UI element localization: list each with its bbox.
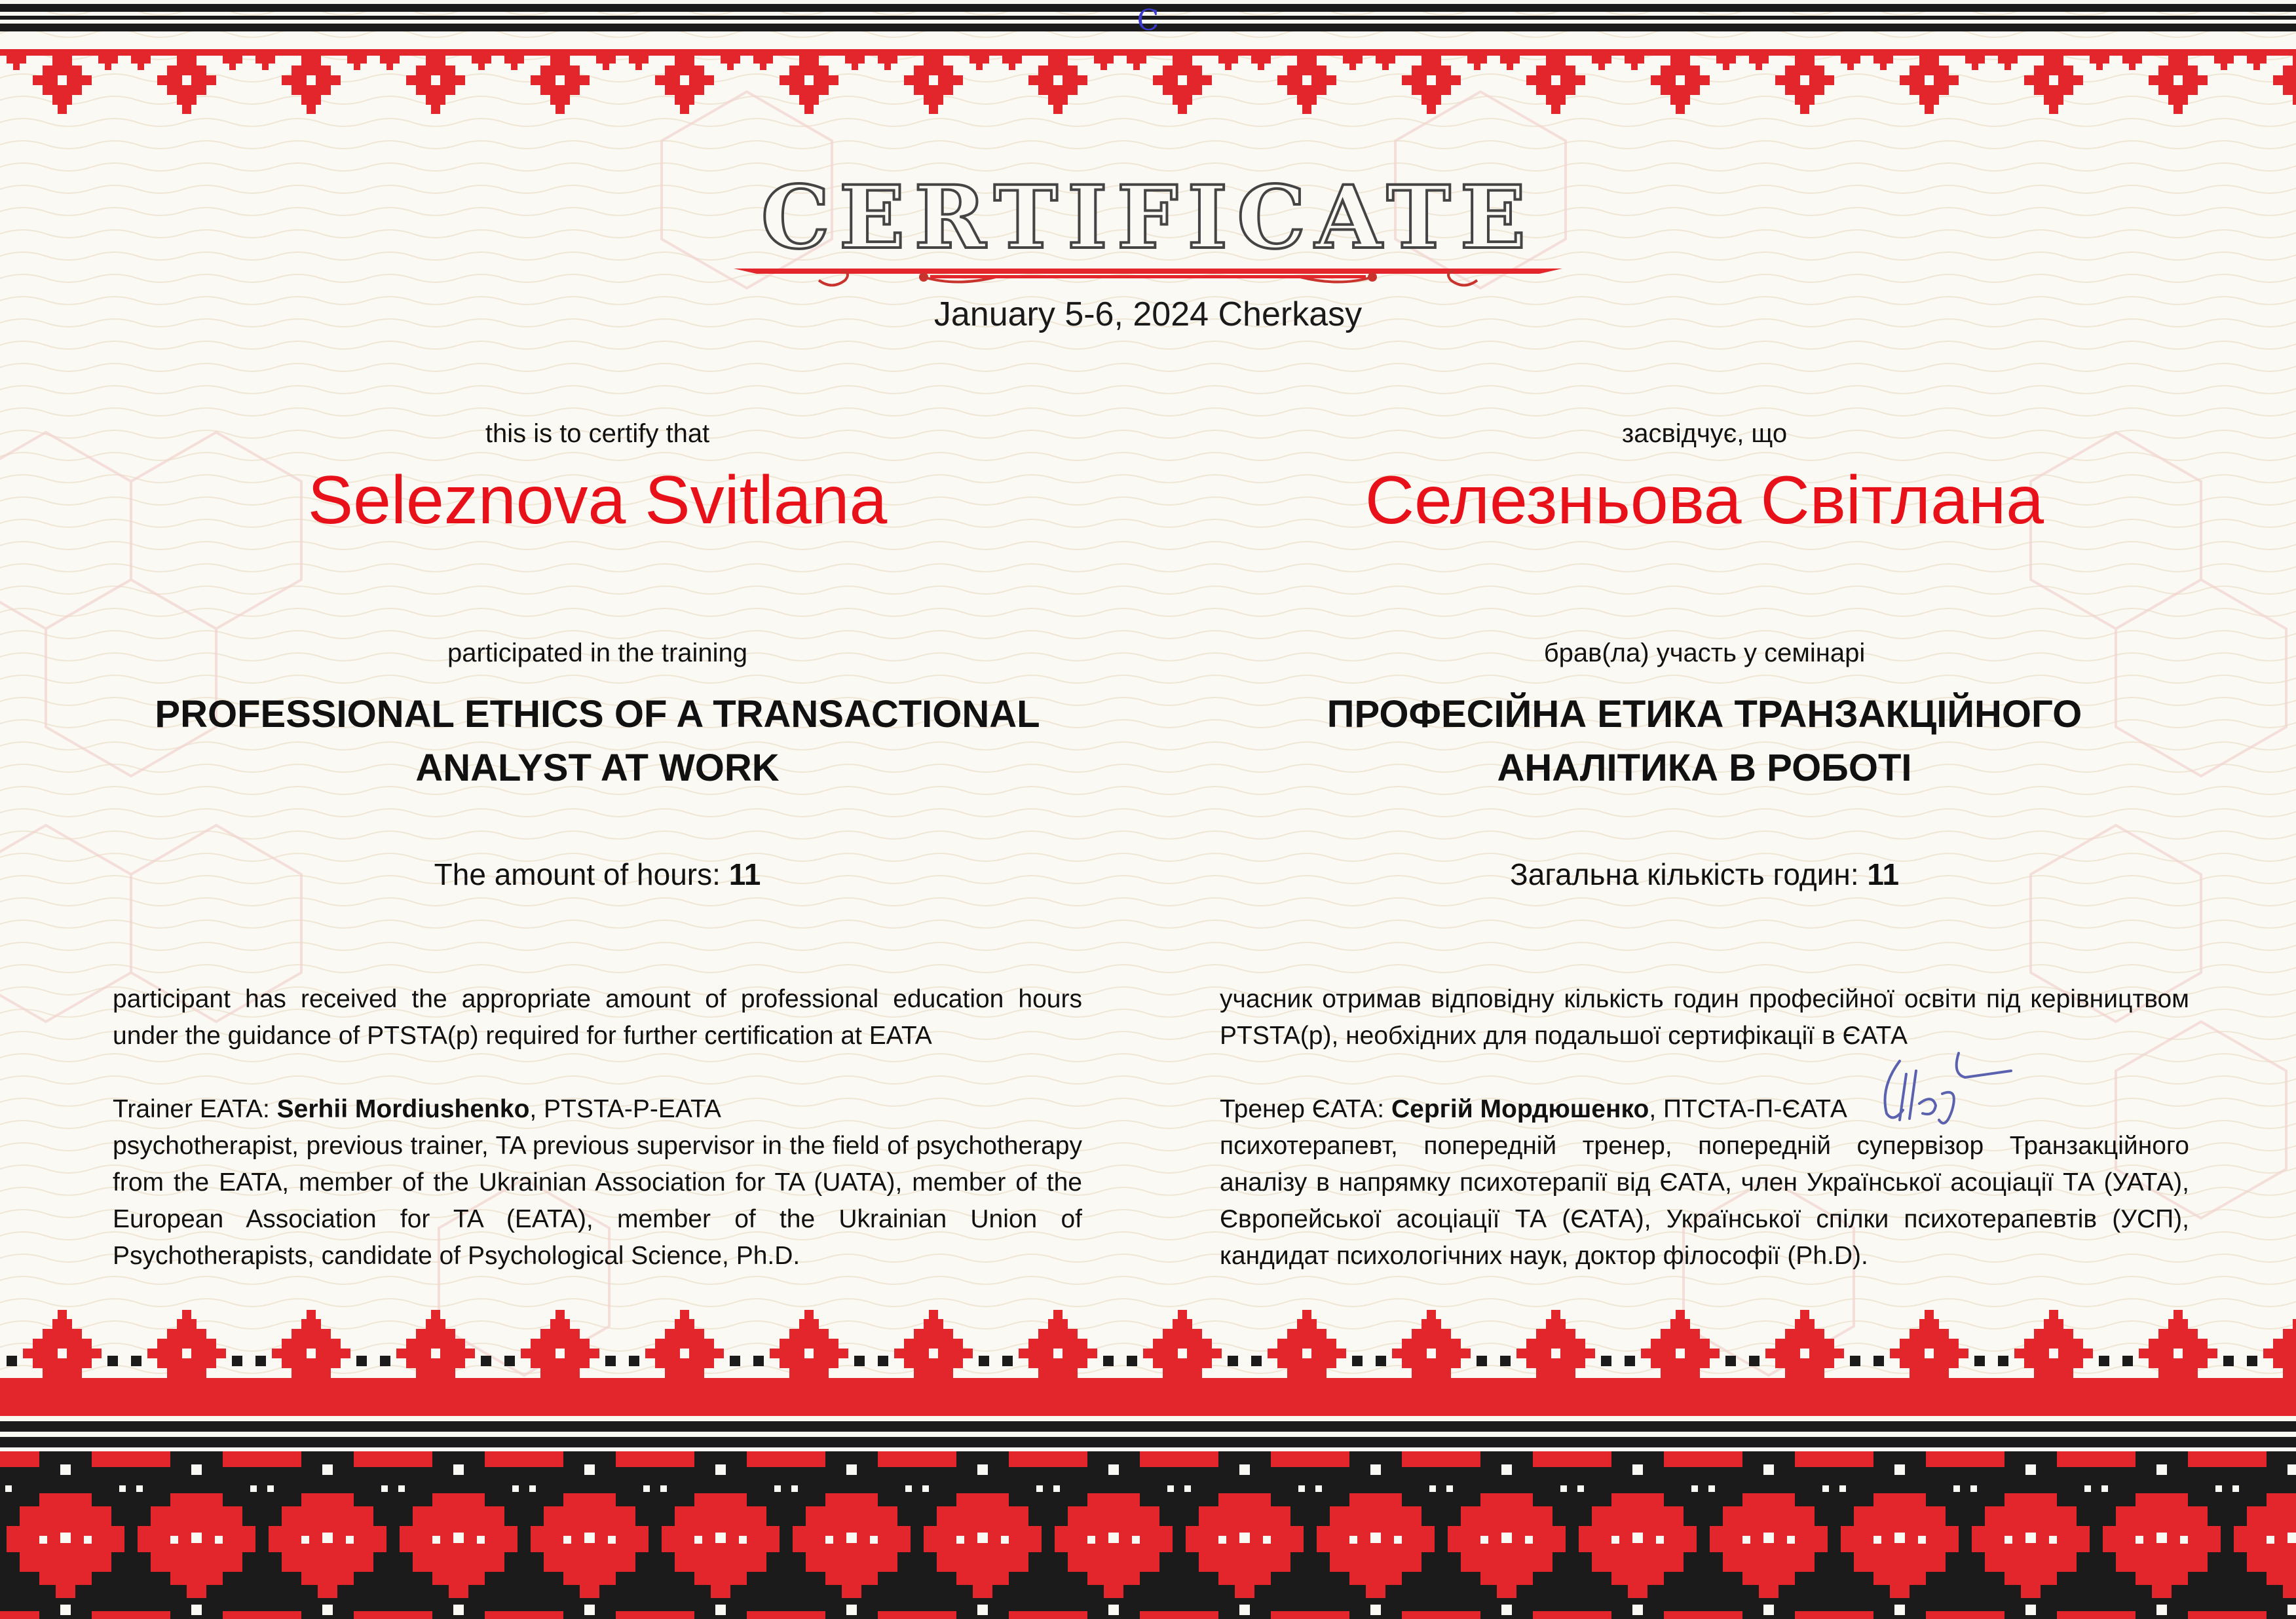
- hours-value: 11: [1867, 857, 1900, 891]
- trainer-line: [1220, 1091, 2189, 1128]
- trainer-name: Serhii Mordiushenko: [276, 1095, 530, 1123]
- trainer-bio: psychotherapist, previous trainer, TA previous supervisor in the field of psychotherapy from the EATA, member of the Ukrainian Association for TA (UATA), member of the European Association for TA (EATA), member of the Ukrainian Union of Psychotherapists, candidate of Psychological Science, Ph.D.: [113, 1132, 1082, 1270]
- trainer-name: Сергій Мордюшенко: [1391, 1095, 1649, 1123]
- trainer-bio: психотерапевт, попередній тренер, попередній супервізор Транзакційного аналізу в напрямку психотерапії від ЄАТА, член Української асоціації ТА (УАТА), Європейської асоціації ТА (ЄАТА), Української спілки психотерапевтів (УСП), кандидат психологічних наук, доктор філософії (Ph.D).: [1220, 1132, 2189, 1270]
- trainer-label: Trainer EATA:: [113, 1095, 270, 1123]
- course-title-line2: АНАЛІТИКА В РОБОТІ: [1497, 747, 1912, 789]
- page-title: CERTIFICATE: [761, 167, 1535, 269]
- title-flourish-divider: [734, 261, 1562, 293]
- recipient-name: Селезньова Світлана: [1364, 462, 2044, 538]
- date-location: January 5-6, 2024 Cherkasy: [933, 295, 1363, 333]
- certify-lead: засвідчує, що: [1621, 419, 1788, 448]
- trainer-signature: [1873, 1048, 2018, 1133]
- course-title-line1: ПРОФЕСІЙНА ЕТИКА ТРАНЗАКЦІЙНОГО: [1327, 693, 2082, 735]
- hours-value: 11: [728, 857, 761, 891]
- course-title: [113, 688, 1082, 795]
- hours-line: [113, 857, 1082, 892]
- trainer-title: , ПТСТА-П-ЄАТА: [1649, 1095, 1847, 1123]
- course-title-line1: PROFESSIONAL ETHICS OF A TRANSACTIONAL: [155, 693, 1040, 735]
- top-mark: C: [1137, 4, 1159, 37]
- trainer-title: , PTSTA-P-EATA: [529, 1095, 721, 1123]
- course-title: [1220, 688, 2189, 795]
- trainer-label: Тренер ЄАТА:: [1220, 1095, 1385, 1123]
- participated-text: participated in the training: [447, 639, 748, 667]
- bottom-embroidery-border: [0, 1310, 2296, 1619]
- hours-label: Загальна кількість годин:: [1509, 857, 1859, 891]
- statement-paragraph: учасник отримав відповідну кількість годин професійної освіти під керівництвом PTSTA(p), необхідних для подальшої сертифікації в ЄАТА: [1220, 985, 2189, 1050]
- trainer-line: [113, 1091, 1082, 1128]
- recipient-name: Seleznova Svitlana: [307, 462, 888, 538]
- participated-text: брав(ла) участь у семінарі: [1543, 639, 1866, 667]
- certify-lead: this is to certify that: [485, 419, 710, 448]
- course-title-line2: ANALYST AT WORK: [415, 747, 780, 789]
- statement-paragraph: participant has received the appropriate amount of professional education hours under the guidance of PTSTA(p) required for further certification at EATA: [113, 985, 1082, 1050]
- hours-label: The amount of hours:: [434, 857, 721, 891]
- hours-line: [1220, 857, 2189, 892]
